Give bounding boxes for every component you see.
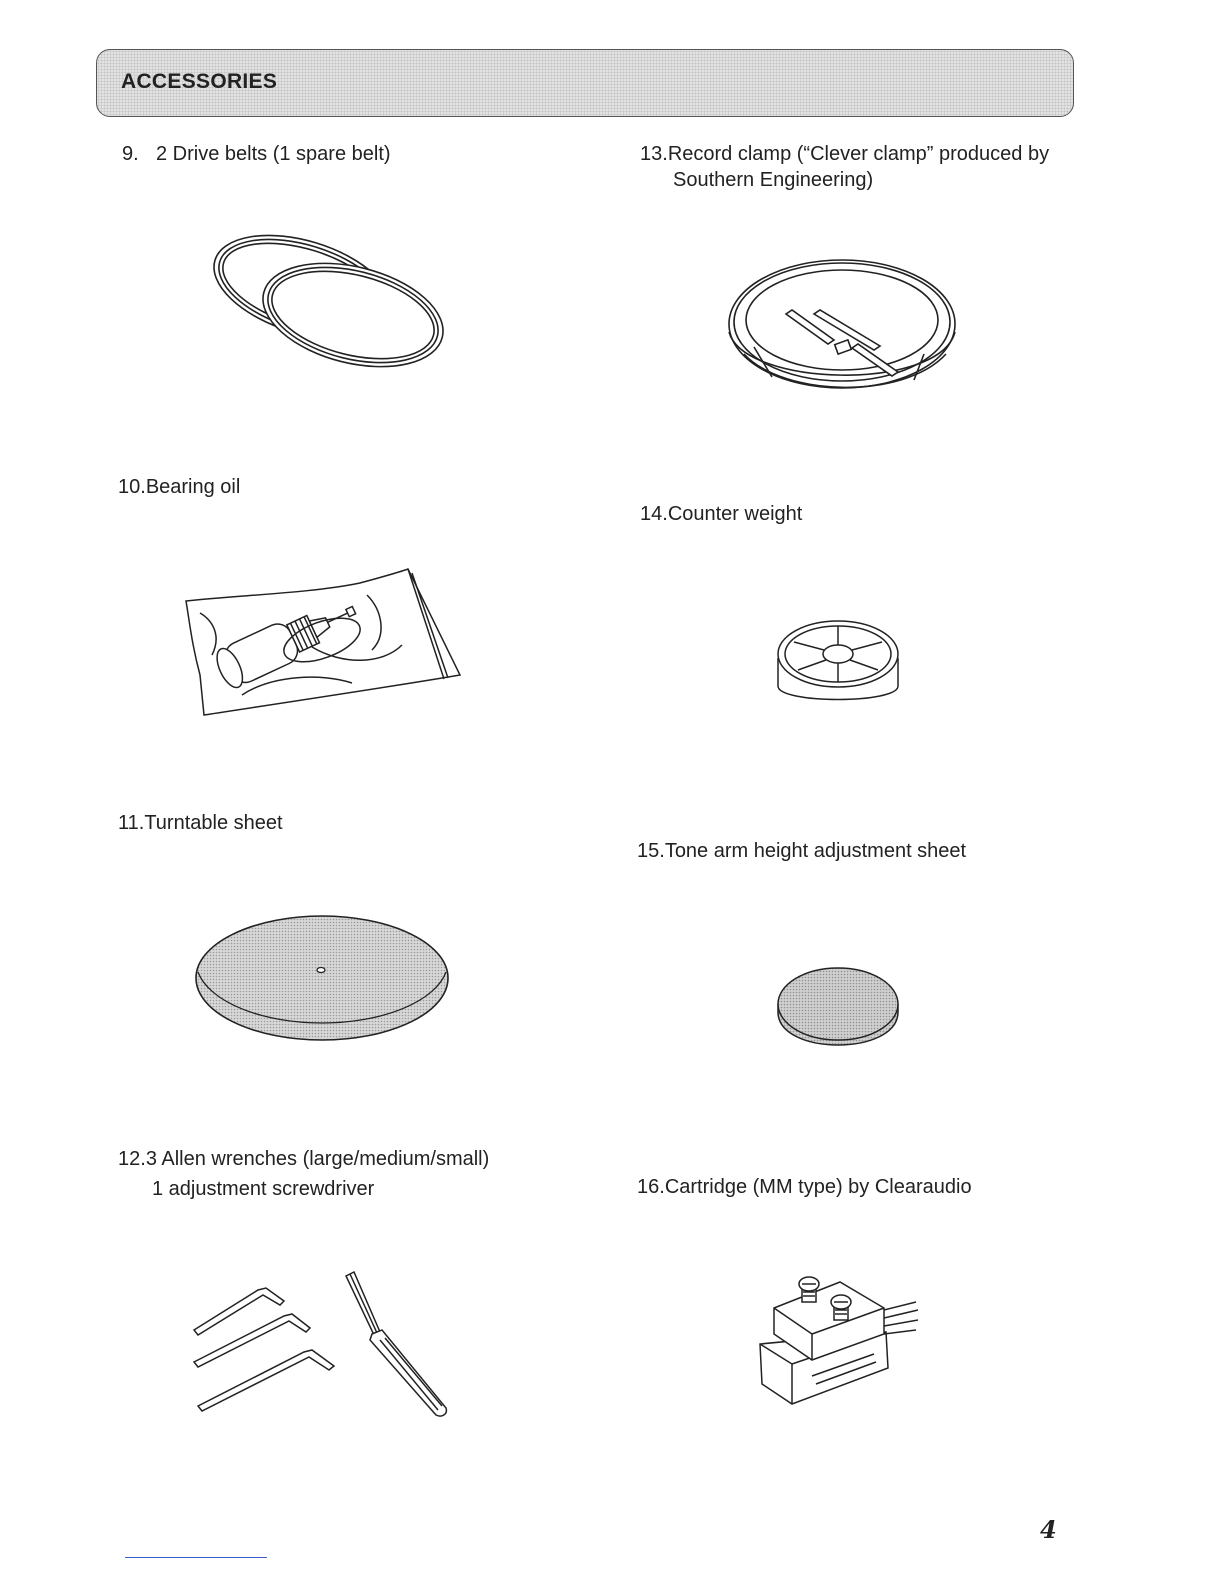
section-header-bar	[96, 49, 1074, 117]
item-label: Counter weight	[667, 503, 803, 525]
allen-wrenches-screwdriver-icon	[188, 1268, 458, 1423]
cartridge-icon	[752, 1268, 932, 1418]
accessory-item-9	[122, 141, 391, 167]
turntable-sheet-icon	[194, 912, 454, 1042]
accessory-item-15	[637, 838, 966, 864]
accessory-item-12	[118, 1146, 489, 1202]
item-number: 15.	[637, 840, 665, 862]
item-label: 3 Allen wrenches (large/medium/small)	[145, 1148, 490, 1170]
accessory-item-10	[118, 474, 240, 500]
item-number: 12.	[118, 1148, 146, 1170]
accessory-item-14	[640, 501, 802, 527]
item-number: 10.	[118, 476, 146, 498]
item-label-line2: 1 adjustment screwdriver	[152, 1178, 375, 1200]
item-number: 9.	[122, 143, 139, 165]
item-label: 2 Drive belts (1 spare belt)	[156, 143, 391, 165]
item-number: 11.	[118, 812, 145, 834]
item-label: Turntable sheet	[144, 812, 283, 834]
height-adjustment-sheet-icon	[774, 964, 904, 1054]
item-label: Record clamp (“Clever clamp” produced by	[667, 143, 1050, 165]
item-number: 16.	[637, 1176, 665, 1198]
page-number: 4	[1040, 1515, 1057, 1544]
item-label-line2: Southern Engineering)	[673, 169, 874, 191]
footer-rule	[125, 1557, 267, 1558]
accessory-item-13	[640, 141, 1049, 193]
bearing-oil-icon	[182, 565, 467, 720]
item-number: 14.	[640, 503, 668, 525]
item-label: Bearing oil	[145, 476, 241, 498]
record-clamp-icon	[724, 252, 964, 412]
item-label: Cartridge (MM type) by Clearaudio	[664, 1176, 972, 1198]
accessory-item-11	[118, 810, 283, 836]
item-label: Tone arm height adjustment sheet	[664, 840, 967, 862]
drive-belts-icon	[205, 225, 465, 385]
section-title: ACCESSORIES	[121, 70, 278, 93]
accessory-item-16	[637, 1174, 972, 1200]
counter-weight-icon	[774, 612, 904, 722]
item-number: 13.	[640, 143, 668, 165]
